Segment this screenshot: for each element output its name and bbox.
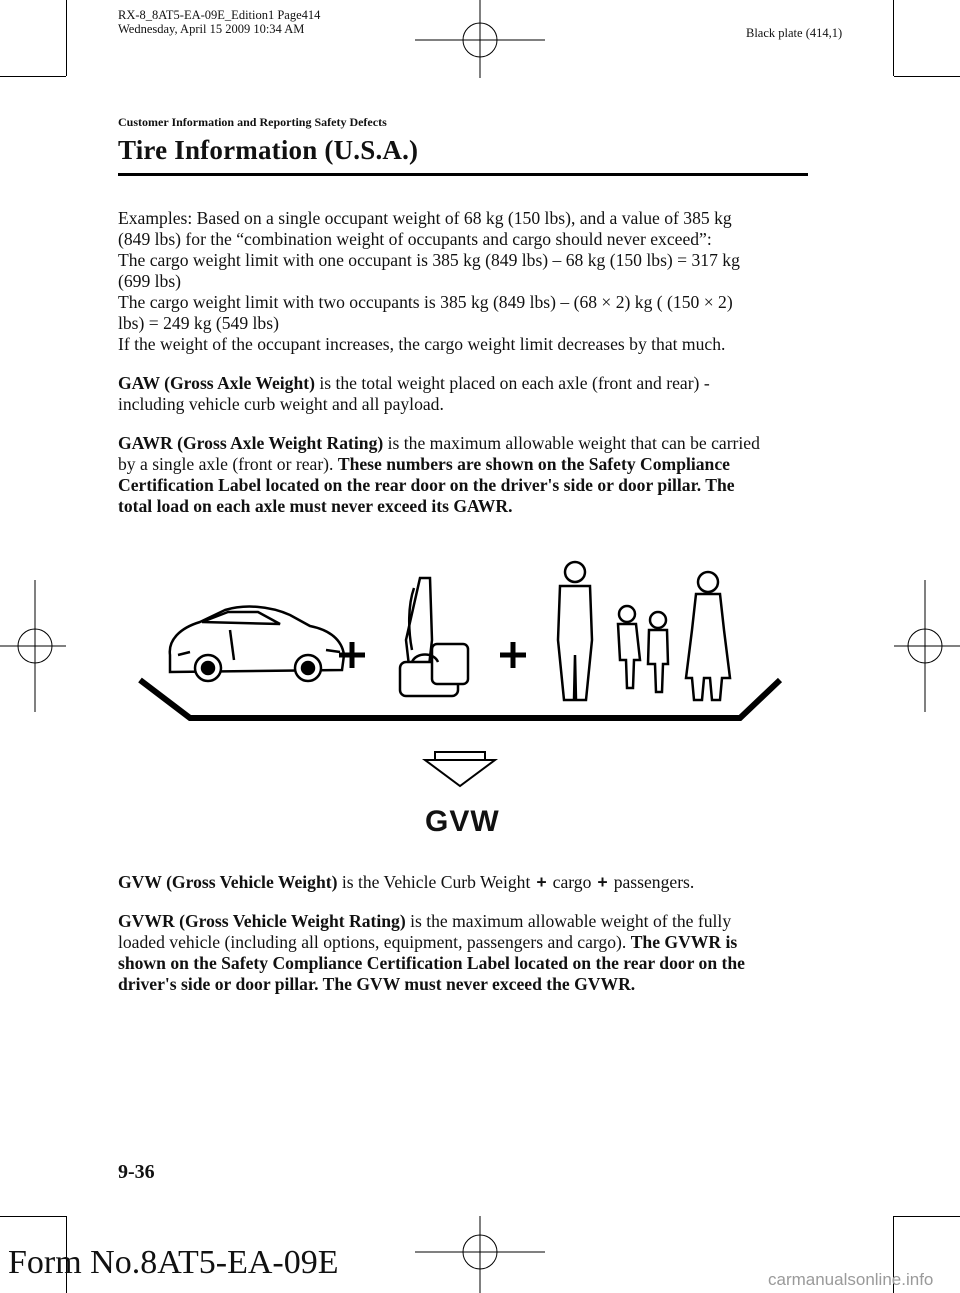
gvwr-warning: shown on the Safety Compliance Certification Label located on the rear door on the — [118, 953, 745, 973]
title-rule — [118, 173, 808, 176]
gvwr-warning: driver's side or door pillar. The GVW must never exceed the GVWR. — [118, 974, 636, 994]
gvwr-term: GVWR (Gross Vehicle Weight Rating) — [118, 911, 406, 931]
examples-line: If the weight of the occupant increases, the cargo weight limit decreases by that much. — [118, 334, 726, 354]
examples-line: lbs) = 249 kg (549 lbs) — [118, 313, 279, 333]
body-text-lower — [118, 872, 818, 1013]
gawr-paragraph — [118, 433, 818, 517]
form-number: Form No.8AT5-EA-09E — [8, 1244, 339, 1281]
gvw-text: cargo — [552, 872, 592, 892]
gvwr-warning: The GVWR is — [630, 932, 738, 952]
gaw-text: including vehicle curb weight and all payload. — [118, 394, 444, 414]
examples-paragraph — [118, 208, 818, 355]
gawr-term: GAWR (Gross Axle Weight Rating) — [118, 433, 384, 453]
gaw-paragraph — [118, 373, 818, 415]
watermark: carmanualsonline.info — [768, 1270, 934, 1289]
down-arrow-icon — [425, 760, 495, 786]
gvwr-paragraph — [118, 911, 818, 995]
body-text — [118, 208, 818, 535]
gawr-warning: These numbers are shown on the Safety Compliance — [337, 454, 730, 474]
plus-icon: + — [536, 872, 547, 892]
gvwr-text: is the maximum allowable weight of the fully — [405, 911, 732, 931]
cargo-icon — [400, 578, 468, 696]
examples-line: The cargo weight limit with two occupants is 385 kg (849 lbs) – (68 × 2) kg ( (150 × 2) — [118, 292, 733, 312]
plate-label: Black plate (414,1) — [746, 26, 843, 40]
gawr-warning: total load on each axle must never exceed its GAWR. — [118, 496, 513, 516]
gvw-figure-label: GVW — [425, 805, 500, 838]
plus-icon: + — [597, 872, 608, 892]
examples-line: (699 lbs) — [118, 271, 182, 291]
load-base-line — [140, 680, 780, 718]
page-title: Tire Information (U.S.A.) — [118, 135, 419, 165]
gvw-term: GVW (Gross Vehicle Weight) — [118, 872, 338, 892]
examples-line: (849 lbs) for the “combination weight of occupants and cargo should never exceed”: — [118, 229, 712, 249]
gawr-text: by a single axle (front or rear). — [118, 454, 338, 474]
gaw-term: GAW (Gross Axle Weight) — [118, 373, 315, 393]
gaw-text: is the total weight placed on each axle (front and rear) - — [314, 373, 710, 393]
gawr-warning: Certification Label located on the rear door on the driver's side or door pillar. The — [118, 475, 735, 495]
gvwr-text: loaded vehicle (including all options, equipment, passengers and cargo). — [118, 932, 631, 952]
page-number: 9-36 — [118, 1161, 155, 1183]
plus-icon — [500, 642, 526, 668]
print-metadata — [118, 8, 320, 36]
file-line: RX-8_8AT5-EA-09E_Edition1 Page414 — [118, 8, 321, 22]
examples-line: The cargo weight limit with one occupant is 385 kg (849 lbs) – 68 kg (150 lbs) = 317 kg — [118, 250, 740, 270]
examples-line: Examples: Based on a single occupant weight of 68 kg (150 lbs), and a value of 385 kg — [118, 208, 732, 228]
gvw-text: passengers. — [613, 872, 695, 892]
section-label: Customer Information and Reporting Safety Defects — [118, 115, 387, 129]
gvw-text: is the Vehicle Curb Weight — [337, 872, 531, 892]
gvw-paragraph — [118, 872, 818, 893]
gawr-text: is the maximum allowable weight that can be carried — [383, 433, 760, 453]
date-line: Wednesday, April 15 2009 10:34 AM — [118, 22, 305, 36]
passengers-icon — [558, 562, 730, 700]
car-icon — [170, 607, 344, 681]
